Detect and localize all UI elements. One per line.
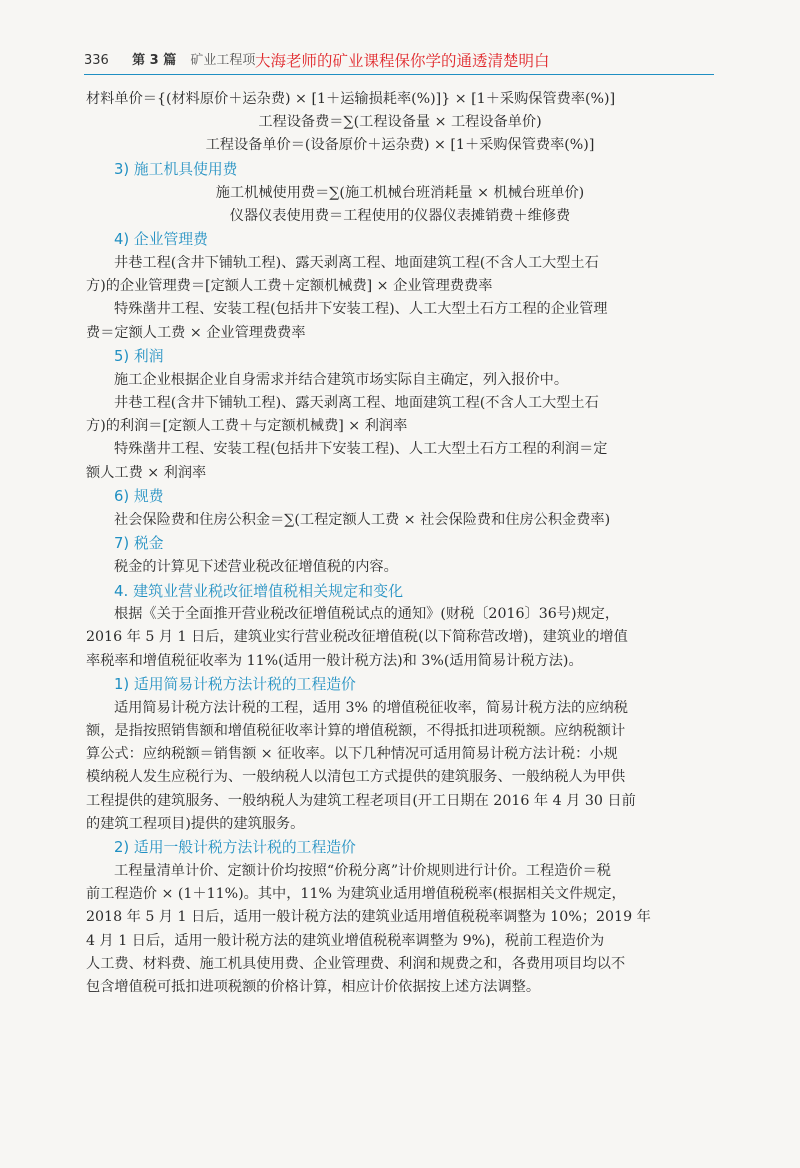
text-line: 井巷工程(含井下铺轨工程)、露天剥离工程、地面建筑工程(不含人工大型土石 xyxy=(114,255,599,272)
section-heading: 5) 利润 xyxy=(114,347,164,365)
text-line: 社会保险费和住房公积金＝∑(工程定额人工费 × 社会保险费和住房公积金费率) xyxy=(114,511,611,528)
watermark-banner: 大海老师的矿业课程保你学的通透清楚明白 xyxy=(255,52,550,70)
text-line: 特殊凿井工程、安装工程(包括井下安装工程)、人工大型土石方工程的利润＝定 xyxy=(114,441,608,458)
text-line: 模纳税人发生应税行为、一般纳税人以清包工方式提供的建筑服务、一般纳税人为甲供 xyxy=(86,769,626,786)
section-heading: 4. 建筑业营业税改征增值税相关规定和变化 xyxy=(114,582,404,601)
text-line: 工程提供的建筑服务、一般纳税人为建筑工程老项目(开工日期在 2016 年 4 月 30 日前 xyxy=(86,792,636,809)
text-line: 施工企业根据企业自身需求并结合建筑市场实际自主确定，列入报价中。 xyxy=(114,371,569,388)
section-heading: 4) 企业管理费 xyxy=(114,231,208,249)
text-line: 方)的利润＝[定额人工费＋与定额机械费] × 利润率 xyxy=(86,418,408,435)
text-line: 额人工费 × 利润率 xyxy=(86,464,207,481)
text-line: 材料单价＝{(材料原价＋运杂费) × [1＋运输损耗率(%)]} × [1＋采购保管费率(%)] xyxy=(86,91,616,107)
part-label: 第 3 篇 xyxy=(132,53,177,68)
formula-line: 工程设备费＝∑(工程设备量 × 工程设备单价) xyxy=(258,114,542,131)
text-line: 适用简易计税方法计税的工程，适用 3% 的增值税征收率，简易计税方法的应纳税 xyxy=(114,699,628,716)
text-line: 率税率和增值税征收率为 11%(适用一般计税方法)和 3%(适用简易计税方法)。 xyxy=(86,652,583,669)
text-line: 方)的企业管理费＝[定额人工费＋定额机械费] × 企业管理费费率 xyxy=(86,278,493,295)
text-line: 前工程造价 × (1＋11%)。其中，11% 为建筑业适用增值税税率(根据相关文件规定， xyxy=(86,886,626,903)
section-heading: 3) 施工机具使用费 xyxy=(114,160,238,178)
section-label: 矿业工程项 xyxy=(190,53,256,68)
formula-line: 工程设备单价＝(设备原价＋运杂费) × [1＋采购保管费率(%)] xyxy=(205,137,595,154)
section-heading: 2) 适用一般计税方法计税的工程造价 xyxy=(114,839,356,857)
text-line: 费＝定额人工费 × 企业管理费费率 xyxy=(86,324,306,341)
text-line: 2018 年 5 月 1 日后，适用一般计税方法的建筑业适用增值税税率调整为 10%；2019 年 xyxy=(86,909,651,926)
page-body xyxy=(86,88,714,999)
formula-line: 仪器仪表使用费＝工程使用的仪器仪表摊销费＋维修费 xyxy=(229,207,571,224)
section-heading: 7) 税金 xyxy=(114,535,164,553)
page-number: 336 xyxy=(84,53,109,68)
text-line: 人工费、材料费、施工机具使用费、企业管理费、利润和规费之和，各费用项目均以不 xyxy=(86,955,626,972)
text-line: 根据《关于全面推开营业税改征增值税试点的通知》(财税〔2016〕36号)规定， xyxy=(114,606,620,623)
text-line: 算公式：应纳税额＝销售额 × 征收率。以下几种情况可适用简易计税方法计税：小规 xyxy=(86,746,618,763)
text-line: 井巷工程(含井下铺轨工程)、露天剥离工程、地面建筑工程(不含人工大型土石 xyxy=(114,395,599,412)
text-line: 包含增值税可抵扣进项税额的价格计算，相应计价依据按上述方法调整。 xyxy=(86,979,541,996)
text-line: 4 月 1 日后，适用一般计税方法的建筑业增值税税率调整为 9%)，税前工程造价为 xyxy=(86,932,605,949)
section-heading: 6) 规费 xyxy=(114,487,164,505)
text-line: 的建筑工程项目)提供的建筑服务。 xyxy=(86,815,305,832)
formula-line: 施工机械使用费＝∑(施工机械台班消耗量 × 机械台班单价) xyxy=(215,184,585,201)
text-line: 额，是指按照销售额和增值税征收率计算的增值税额，不得抵扣进项税额。应纳税额计 xyxy=(86,723,626,740)
section-heading: 1) 适用简易计税方法计税的工程造价 xyxy=(114,675,356,693)
text-line: 2016 年 5 月 1 日后，建筑业实行营业税改征增值税(以下简称营改增)，建筑业的增值 xyxy=(86,629,628,646)
text-line: 特殊凿井工程、安装工程(包括井下安装工程)、人工大型土石方工程的企业管理 xyxy=(114,301,608,318)
text-line: 税金的计算见下述营业税改征增值税的内容。 xyxy=(114,559,398,576)
text-line: 工程量清单计价、定额计价均按照“价税分离”计价规则进行计价。工程造价＝税 xyxy=(114,863,611,880)
